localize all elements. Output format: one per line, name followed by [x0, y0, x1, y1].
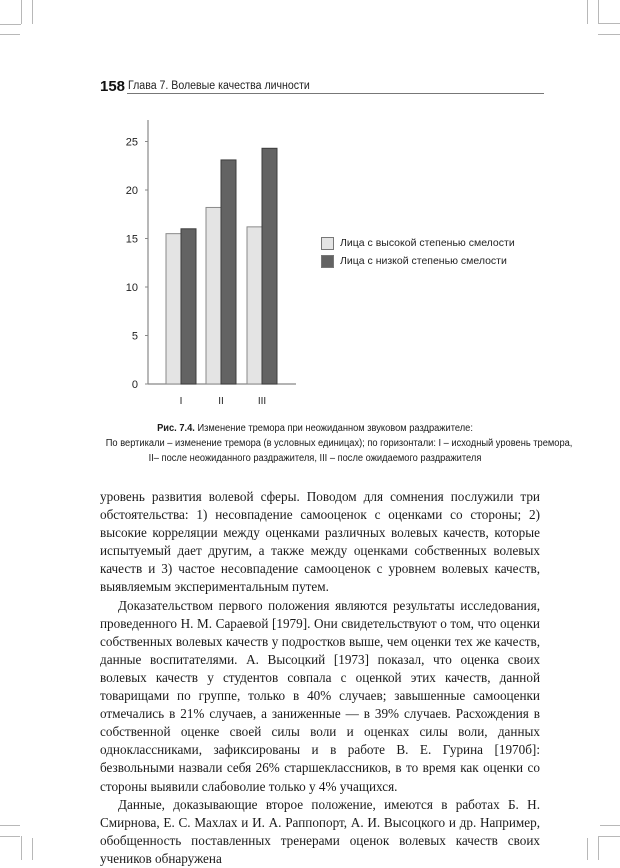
crop-mark: [0, 24, 21, 25]
figure-label: Рис. 7.4.: [157, 423, 195, 434]
crop-mark: [21, 836, 22, 860]
x-tick-label: III: [257, 396, 267, 407]
y-tick-label: 5: [131, 330, 138, 343]
chart-plot-area: [100, 115, 320, 415]
bar: [181, 229, 196, 384]
header-rule: [127, 93, 544, 94]
y-tick-label: 25: [125, 136, 138, 149]
paragraph: Данные, доказывающие второе положение, имеются в работах Б. Н. Смирнова, Е. С. Махлах и И. А. Раппопорт, А. И. Высоцкого и др. Например, обобщенность поставленных тренерами оценок волевых качеств своих учеников обнаружена: [100, 796, 540, 866]
crop-mark: [600, 825, 620, 826]
legend-label: Лица с низкой степенью смелости: [340, 255, 507, 267]
x-tick-label: I: [179, 396, 183, 407]
bar: [262, 148, 277, 384]
crop-mark: [587, 838, 588, 860]
crop-mark: [598, 23, 620, 24]
legend-label: Лица с высокой степенью смелости: [340, 237, 515, 249]
caption-title: Изменение тремора при неожиданном звуковом раздражителе:: [194, 423, 473, 434]
crop-mark: [598, 836, 599, 860]
crop-mark: [0, 825, 20, 826]
caption-line-3: II– после неожиданного раздражителя, III – после ожидаемого раздражителя: [148, 453, 482, 464]
y-tick-label: 20: [125, 185, 138, 197]
caption-line-2: По вертикали – изменение тремора (в условных единицах); по горизонтали: I – исходный уровень тремора,: [105, 438, 573, 449]
crop-mark: [32, 838, 33, 860]
crop-mark: [598, 836, 620, 837]
paragraph: уровень развития волевой сферы. Поводом для сомнения послужили три обстоятельства: 1) несовпадение самооценок с оценками со стороны; 2) высокие корреляции между оценками различных волевых качеств, которые испытуемый дает другим, а также между оценками собственных волевых качеств и 3) частое несовпадение самооценок с уровнем волевых качеств, выявляемым экспериментальным путем.: [100, 489, 540, 595]
crop-mark: [21, 0, 22, 24]
chapter-title: Глава 7. Волевые качества личности: [128, 80, 310, 92]
crop-mark: [587, 0, 588, 24]
chart-legend: [321, 234, 515, 270]
page-number: 158: [100, 78, 126, 95]
figure-caption: [90, 421, 573, 466]
legend-swatch-light: [321, 237, 334, 250]
bar: [206, 207, 221, 384]
y-tick-label: 0: [131, 379, 138, 391]
crop-mark: [32, 0, 33, 24]
bar: [247, 227, 262, 384]
paragraph: Доказательством первого положения являются результаты исследования, проведенного Н. М. Сараевой [1979]. Они свидетельствуют о том, что оценки собственных волевых качеств у подростков выше, чем оценки тех же качеств, данные воспитателями. А. Высоцкий [1973] показал, что оценка своих волевых качеств у студентов совпала с оценкой этих качеств, данной товарищами по группе, только в 40% случаев; завышенные самооценки отмечались в 21% случаев, а заниженные — в 39% случаев. Расхождения в собственной оценке своей силы воли и оценках силы воли, данных одноклассниками, зафиксированы и в работе В. Е. Гурина [1970б]: безвольными назвали себя 26% старшеклассников, в то время как оценки со стороны выявили слабоволие только у 4% учащихся.: [100, 597, 540, 794]
bar-chart: [100, 115, 530, 415]
running-head: [100, 78, 544, 96]
legend-item-low-courage: [321, 252, 515, 270]
legend-swatch-dark: [321, 255, 334, 268]
y-tick-label: 10: [125, 282, 138, 294]
crop-mark: [0, 836, 20, 837]
crop-mark: [598, 34, 620, 35]
bar: [221, 160, 236, 384]
y-tick-label: 15: [125, 233, 138, 246]
legend-item-high-courage: [321, 234, 515, 252]
bar: [166, 234, 181, 384]
caption-title-line: [106, 421, 525, 436]
x-tick-label: II: [218, 396, 224, 407]
crop-mark: [598, 0, 599, 24]
body-text: [100, 488, 540, 868]
crop-mark: [0, 34, 20, 35]
